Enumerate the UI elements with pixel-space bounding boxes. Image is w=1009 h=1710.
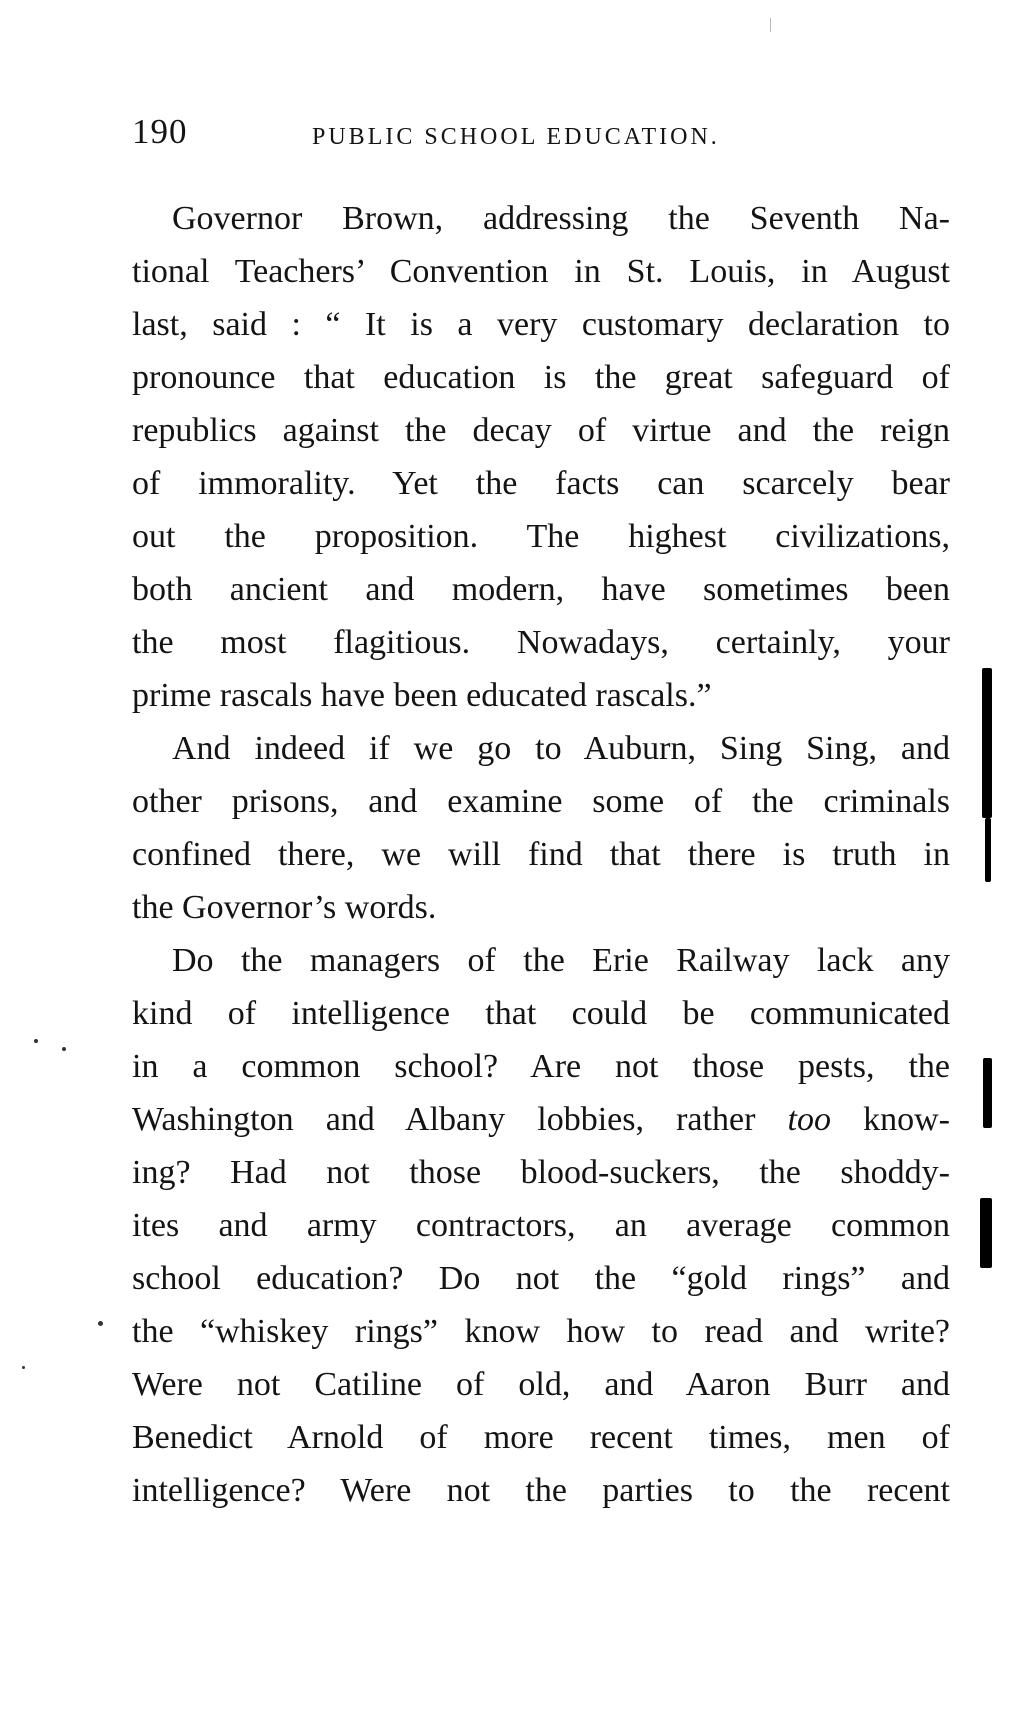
scan-edge-mark bbox=[770, 18, 771, 32]
page-number: 190 bbox=[132, 112, 188, 151]
text-line: Benedict Arnold of more recent times, men of bbox=[132, 1419, 950, 1456]
margin-mark bbox=[982, 668, 992, 818]
text-line: kind of intelligence that could be communicated bbox=[132, 995, 950, 1032]
text-line: last, said : “ It is a very customary declaration to bbox=[132, 306, 950, 343]
text-line: out the proposition. The highest civilizations, bbox=[132, 518, 950, 555]
paragraph-prisons bbox=[132, 722, 950, 934]
text-line: the “whiskey rings” know how to read and write? bbox=[132, 1313, 950, 1350]
text-line: republics against the decay of virtue and the reign bbox=[132, 412, 950, 449]
text-line: ing? Had not those blood-suckers, the shoddy- bbox=[132, 1154, 950, 1191]
text-line: other prisons, and examine some of the criminals bbox=[132, 783, 950, 820]
running-head: PUBLIC SCHOOL EDUCATION. bbox=[312, 124, 720, 150]
text-line: of immorality. Yet the facts can scarcely bear bbox=[132, 465, 950, 502]
paragraph-governor-brown bbox=[132, 192, 950, 722]
page-body bbox=[132, 192, 950, 1517]
margin-speck bbox=[62, 1047, 66, 1051]
text-line: Governor Brown, addressing the Seventh Na- bbox=[172, 200, 950, 237]
text-line: intelligence? Were not the parties to the recent bbox=[132, 1472, 950, 1509]
text-line: tional Teachers’ Convention in St. Louis, in August bbox=[132, 253, 950, 290]
text-line: Were not Catiline of old, and Aaron Burr and bbox=[132, 1366, 950, 1403]
margin-speck bbox=[22, 1366, 25, 1369]
page-header bbox=[132, 112, 952, 160]
paragraph-erie-railway bbox=[132, 934, 950, 1517]
text-line: prime rascals have been educated rascals.” bbox=[132, 677, 712, 714]
text-line: the most flagitious. Nowadays, certainly, your bbox=[132, 624, 950, 661]
margin-speck bbox=[98, 1321, 103, 1326]
text-line: ites and army contractors, an average common bbox=[132, 1207, 950, 1244]
text-line: Washington and Albany lobbies, rather too know- bbox=[132, 1101, 950, 1138]
text-line: the Governor’s words. bbox=[132, 889, 437, 926]
margin-mark bbox=[985, 818, 991, 882]
emphasis: too bbox=[787, 1101, 831, 1138]
text-line: confined there, we will find that there is truth in bbox=[132, 836, 950, 873]
text-line: school education? Do not the “gold rings” and bbox=[132, 1260, 950, 1297]
text-line: in a common school? Are not those pests, the bbox=[132, 1048, 950, 1085]
text-line: pronounce that education is the great safeguard of bbox=[132, 359, 950, 396]
margin-speck bbox=[34, 1039, 38, 1043]
text-line: both ancient and modern, have sometimes been bbox=[132, 571, 950, 608]
margin-mark bbox=[980, 1198, 992, 1268]
text-line: And indeed if we go to Auburn, Sing Sing, and bbox=[172, 730, 950, 767]
text-line: Do the managers of the Erie Railway lack any bbox=[172, 942, 950, 979]
margin-mark bbox=[983, 1058, 992, 1128]
